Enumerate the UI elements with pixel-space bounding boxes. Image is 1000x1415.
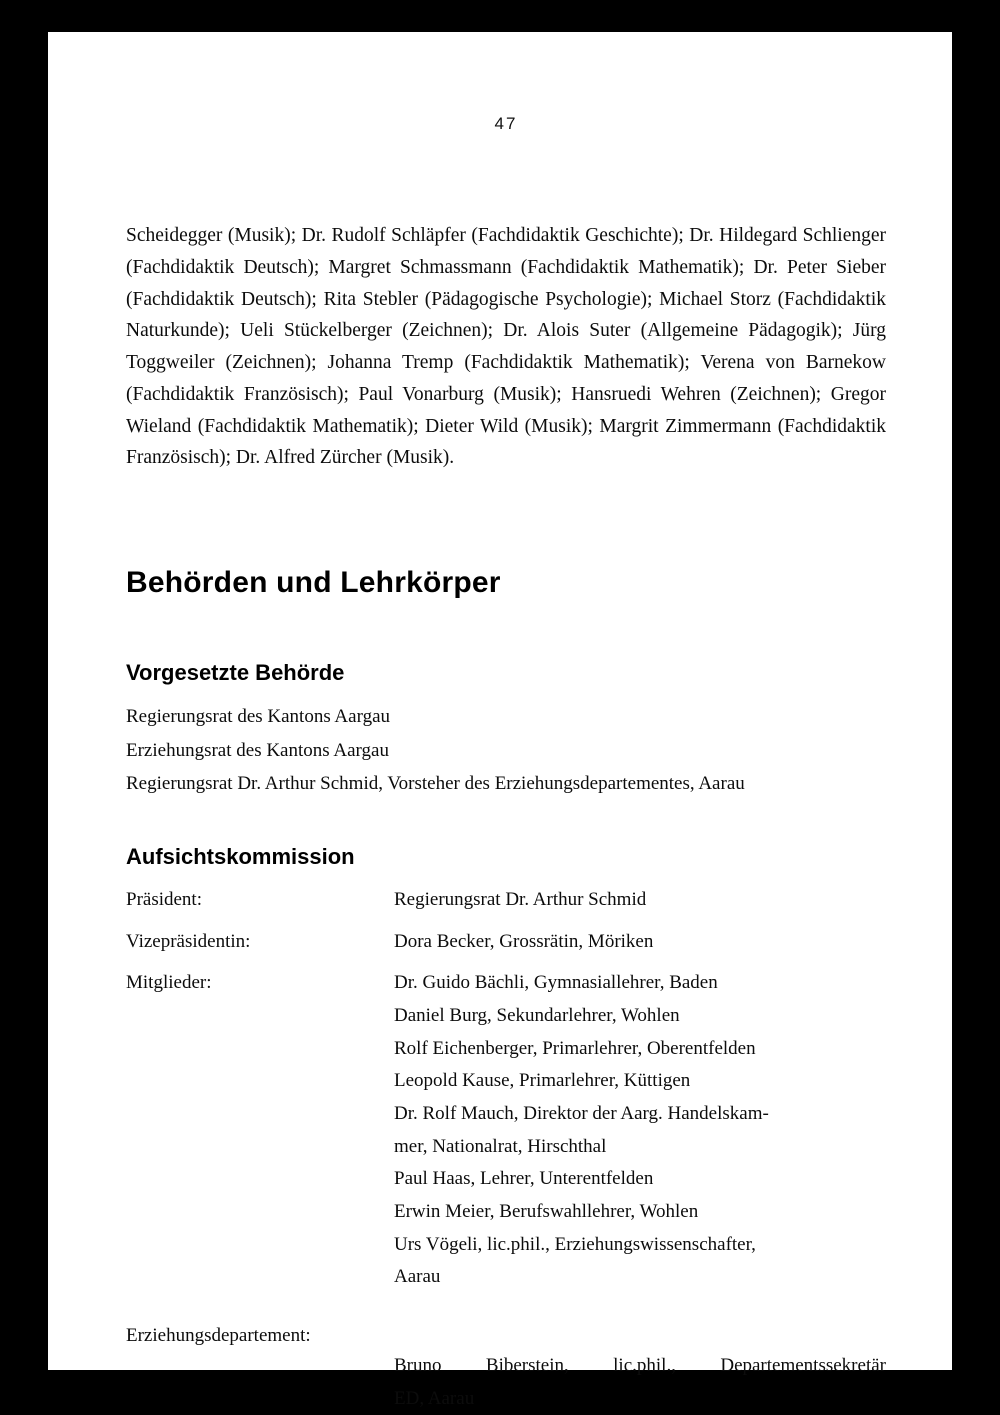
- subsection-heading-vorgesetzte-behoerde: Vorgesetzte Behörde: [126, 660, 345, 686]
- table-row: [126, 958, 886, 1294]
- role-value: [394, 958, 886, 1294]
- value-line: Daniel Burg, Sekundarlehrer, Wohlen: [394, 1005, 680, 1027]
- page-content: [126, 84, 886, 1409]
- role-value: [394, 1294, 886, 1415]
- value-line: Dr. Rolf Mauch, Direktor der Aarg. Handelskam-: [394, 1103, 769, 1125]
- aufsichtskommission-table: [126, 884, 886, 1415]
- vorgesetzte-behoerde-list: [126, 700, 886, 800]
- role-label: Erziehungsdepartement:: [126, 1325, 311, 1347]
- list-item: Erziehungsrat des Kantons Aargau: [126, 739, 389, 761]
- role-label: Mitglieder:: [126, 972, 212, 994]
- table-row: [126, 1294, 886, 1415]
- value-line: Dora Becker, Grossrätin, Möriken: [394, 930, 654, 952]
- value-line: Dr. Guido Bächli, Gymnasiallehrer, Baden: [394, 972, 718, 994]
- list-item: Regierungsrat des Kantons Aargau: [126, 706, 391, 728]
- section-heading: Behörden und Lehrkörper: [126, 566, 501, 600]
- role-label: Vizepräsidentin:: [126, 930, 251, 952]
- value-line: Erwin Meier, Berufswahllehrer, Wohlen: [394, 1201, 699, 1223]
- table-row: [126, 917, 886, 959]
- document-page: [48, 32, 952, 1409]
- value-line: Paul Haas, Lehrer, Unterentfelden: [394, 1168, 654, 1190]
- role-value: [394, 917, 886, 959]
- subsection-heading-aufsichtskommission: Aufsichtskommission: [126, 844, 355, 869]
- value-line: Urs Vögeli, lic.phil., Erziehungswissenschafter,: [394, 1233, 756, 1255]
- page-number: 47: [494, 114, 518, 133]
- value-line: Bruno Biberstein, lic.phil., Departementssekretär: [394, 1355, 886, 1377]
- continued-paragraph: Scheidegger (Musik); Dr. Rudolf Schläpfer (Fachdidaktik Geschichte); Dr. Hildegard Schlienger (Fachdidaktik Deutsch); Margret Schmassmann (Fachdidaktik Mathematik); Dr. Peter Sieber (Fachdidaktik Deutsch); Rita Stebler (Pädagogische Psychologie); Michael Storz (Fachdidaktik Naturkunde); Ueli Stückelberger (Zeichnen); Dr. Alois Suter (Allgemeine Pädagogik); Jürg Toggweiler (Zeichnen); Johanna Tremp (Fachdidaktik Mathematik); Verena von Barnekow (Fachdidaktik Französisch); Paul Vonarburg (Musik); Hansruedi Wehren (Zeichnen); Gregor Wieland (Fachdidaktik Mathematik); Dieter Wild (Musik); Margrit Zimmermann (Fachdidaktik Französisch); Dr. Alfred Zürcher (Musik).: [126, 225, 886, 469]
- value-line: Aarau: [394, 1266, 441, 1288]
- list-item: Regierungsrat Dr. Arthur Schmid, Vorsteher des Erziehungsdepartementes, Aarau: [126, 772, 745, 794]
- role-value: [394, 884, 886, 917]
- value-line: Rolf Eichenberger, Primarlehrer, Oberentfelden: [394, 1037, 756, 1059]
- value-line: mer, Nationalrat, Hirschthal: [394, 1135, 607, 1157]
- table-row: [126, 884, 886, 917]
- role-label: Präsident:: [126, 889, 202, 910]
- value-line: Leopold Kause, Primarlehrer, Küttigen: [394, 1070, 691, 1092]
- value-line: ED, Aarau: [394, 1387, 475, 1409]
- value-line: Regierungsrat Dr. Arthur Schmid: [394, 889, 647, 910]
